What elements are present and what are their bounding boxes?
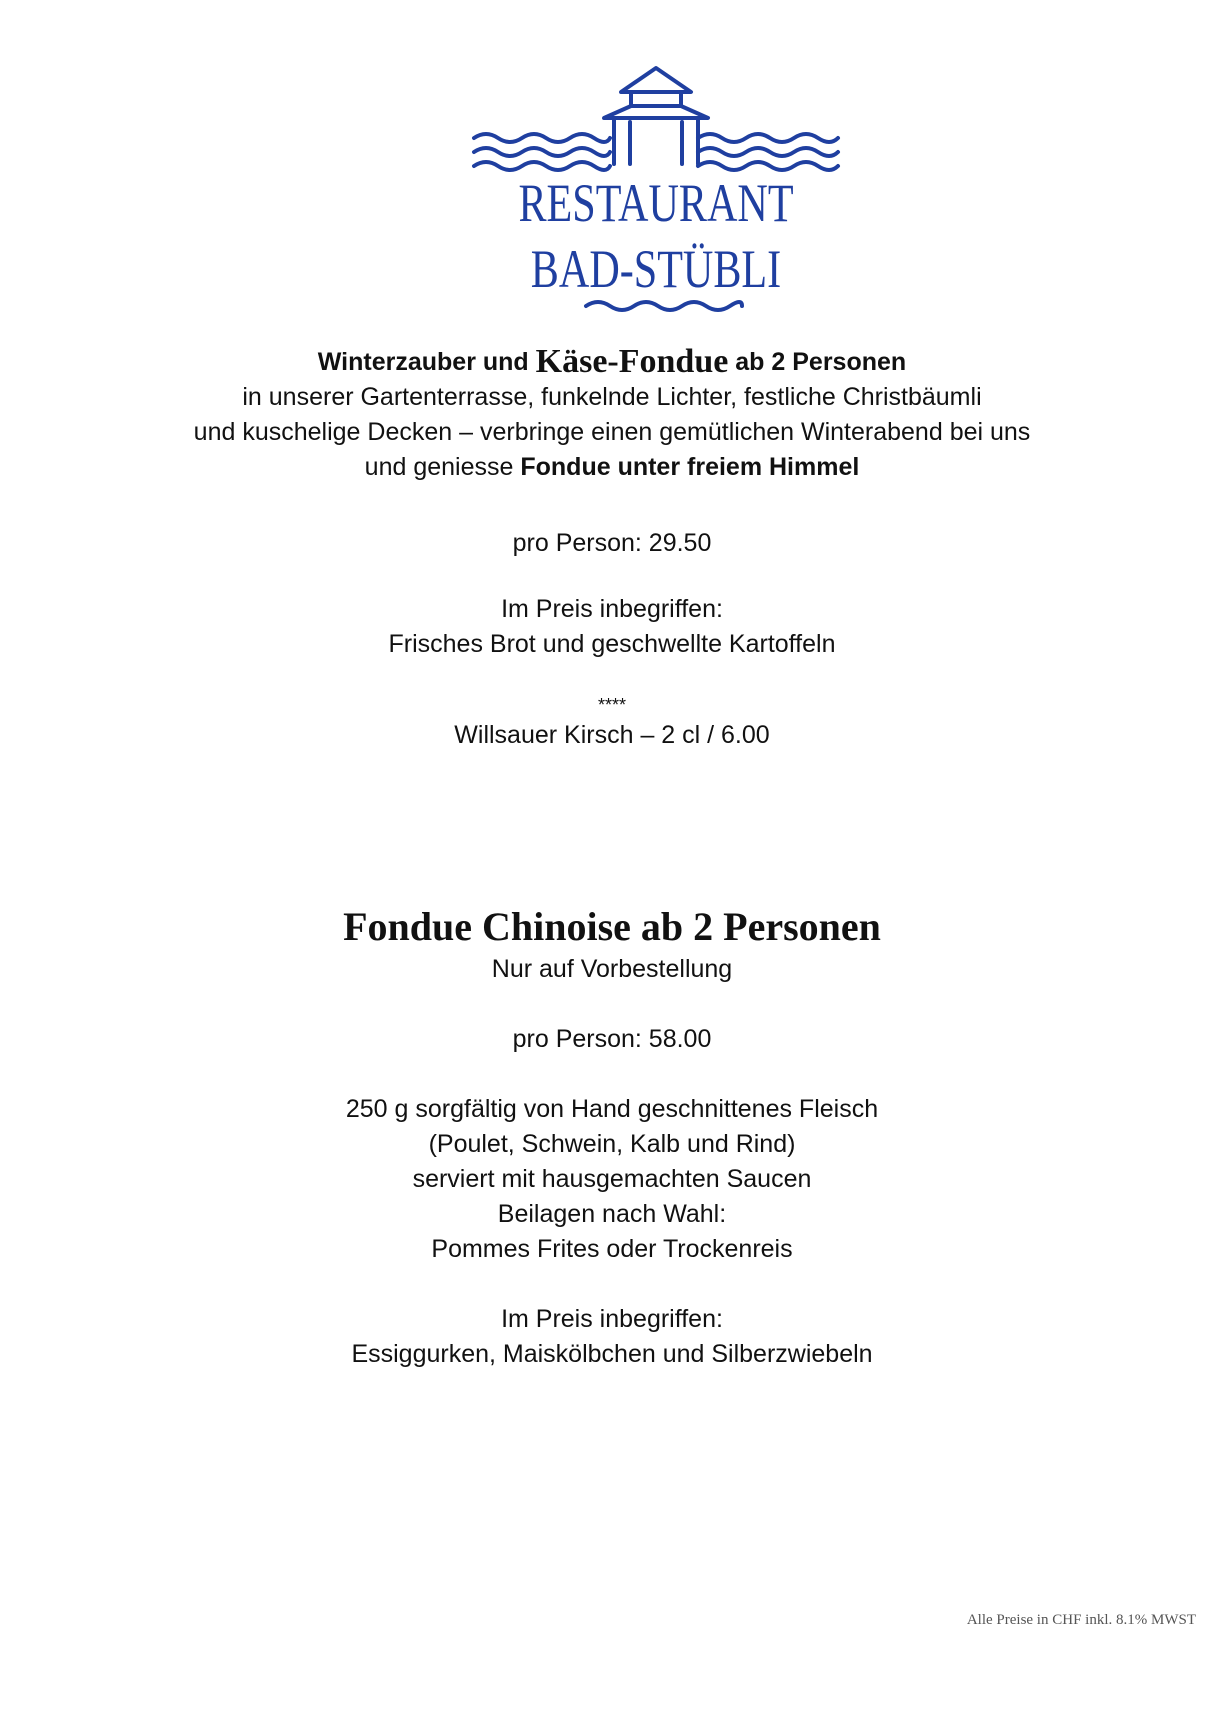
kaese-desc-line: und kuschelige Decken – verbringe einen gemütlichen Winterabend bei uns [193,418,1031,446]
chinoise-desc-line: 250 g sorgfältig von Hand geschnittenes Fleisch [345,1095,879,1123]
kaese-line4-bold: Fondue unter freiem Himmel [520,453,860,481]
chinoise-desc-line: (Poulet, Schwein, Kalb und Rind) [428,1130,796,1158]
restaurant-logo [466,60,846,316]
kaese-heading-post: ab 2 Personen [735,348,907,376]
logo-line-bad-stuebli: BAD-STÜBLI [530,239,782,299]
kaese-price-block [0,526,1224,561]
chinoise-desc-line: serviert mit hausgemachten Saucen [412,1165,812,1193]
chinoise-desc-line: Pommes Frites oder Trockenreis [431,1235,793,1263]
kaese-fondue-section [0,344,1224,485]
kaese-included-label: Im Preis inbegriffen: [501,595,723,623]
chinoise-desc-line: Beilagen nach Wahl: [497,1200,727,1228]
kaese-heading-pre: Winterzauber und [317,348,529,376]
kaese-line4-pre: und geniesse [364,453,514,481]
chinoise-note: Nur auf Vorbestellung [491,955,733,983]
kaese-included-items: Frisches Brot und geschwellte Kartoffeln [388,630,836,658]
kaese-extra-block [0,692,1224,753]
chinoise-included-label: Im Preis inbegriffen: [501,1305,723,1333]
kaese-desc-line: in unserer Gartenterrasse, funkelnde Lichter, festliche Christbäumli [242,383,982,411]
kaese-heading [0,344,1224,380]
kirsch-line: Willsauer Kirsch – 2 cl / 6.00 [454,721,770,749]
kaese-title: Käse-Fondue [535,343,729,380]
separator-stars: **** [597,695,627,715]
kaese-price: pro Person: 29.50 [512,529,712,557]
chinoise-section [0,902,1224,987]
logo-line-restaurant: RESTAURANT [518,173,794,233]
chinoise-price-block [0,1022,1224,1057]
chinoise-included-items: Essiggurken, Maiskölbchen und Silberzwiebeln [351,1340,873,1368]
price-footnote: Alle Preise in CHF inkl. 8.1% MWST [966,1612,1196,1628]
chinoise-included-block [0,1302,1224,1372]
kaese-included-block [0,592,1224,662]
kaese-desc-line-4 [0,450,1224,485]
chinoise-title: Fondue Chinoise ab 2 Personen [343,904,881,949]
chinoise-price: pro Person: 58.00 [512,1025,712,1053]
chinoise-desc-block [0,1092,1224,1267]
